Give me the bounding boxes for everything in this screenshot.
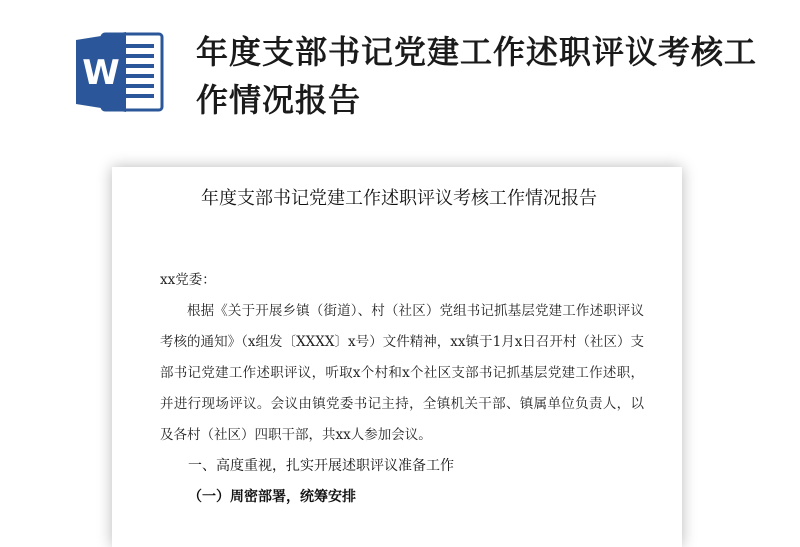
document-page xyxy=(112,167,682,547)
salutation: xx党委： xyxy=(160,272,216,288)
page-title: 年度支部书记党建工作述职评议考核工作情况报告 xyxy=(196,33,758,119)
section-heading: 一、高度重视，扎实开展述职评议准备工作 xyxy=(188,458,454,474)
subsection-heading: （一）周密部署，统筹安排 xyxy=(188,489,356,505)
word-document-icon xyxy=(76,30,164,114)
document-body xyxy=(160,265,644,513)
word-icon-letter: W xyxy=(82,53,120,93)
header xyxy=(0,0,800,150)
paragraph: 根据《关于开展乡镇（街道）、村（社区）党组书记抓基层党建工作述职评议考核的通知》（x组发〔XXXX〕x号）文件精神，xx镇于1月x日召开村（社区）支部书记党建工作述职评议，听取x个村和x个社区支部书记抓基层党建工作述职，并进行现场评议。会议由镇党委书记主持，全镇机关干部、镇属单位负责人，以及各村（社区）四职干部，共xx人参加会议。 xyxy=(160,303,644,443)
document-title: 年度支部书记党建工作述职评议考核工作情况报告 xyxy=(201,188,597,209)
